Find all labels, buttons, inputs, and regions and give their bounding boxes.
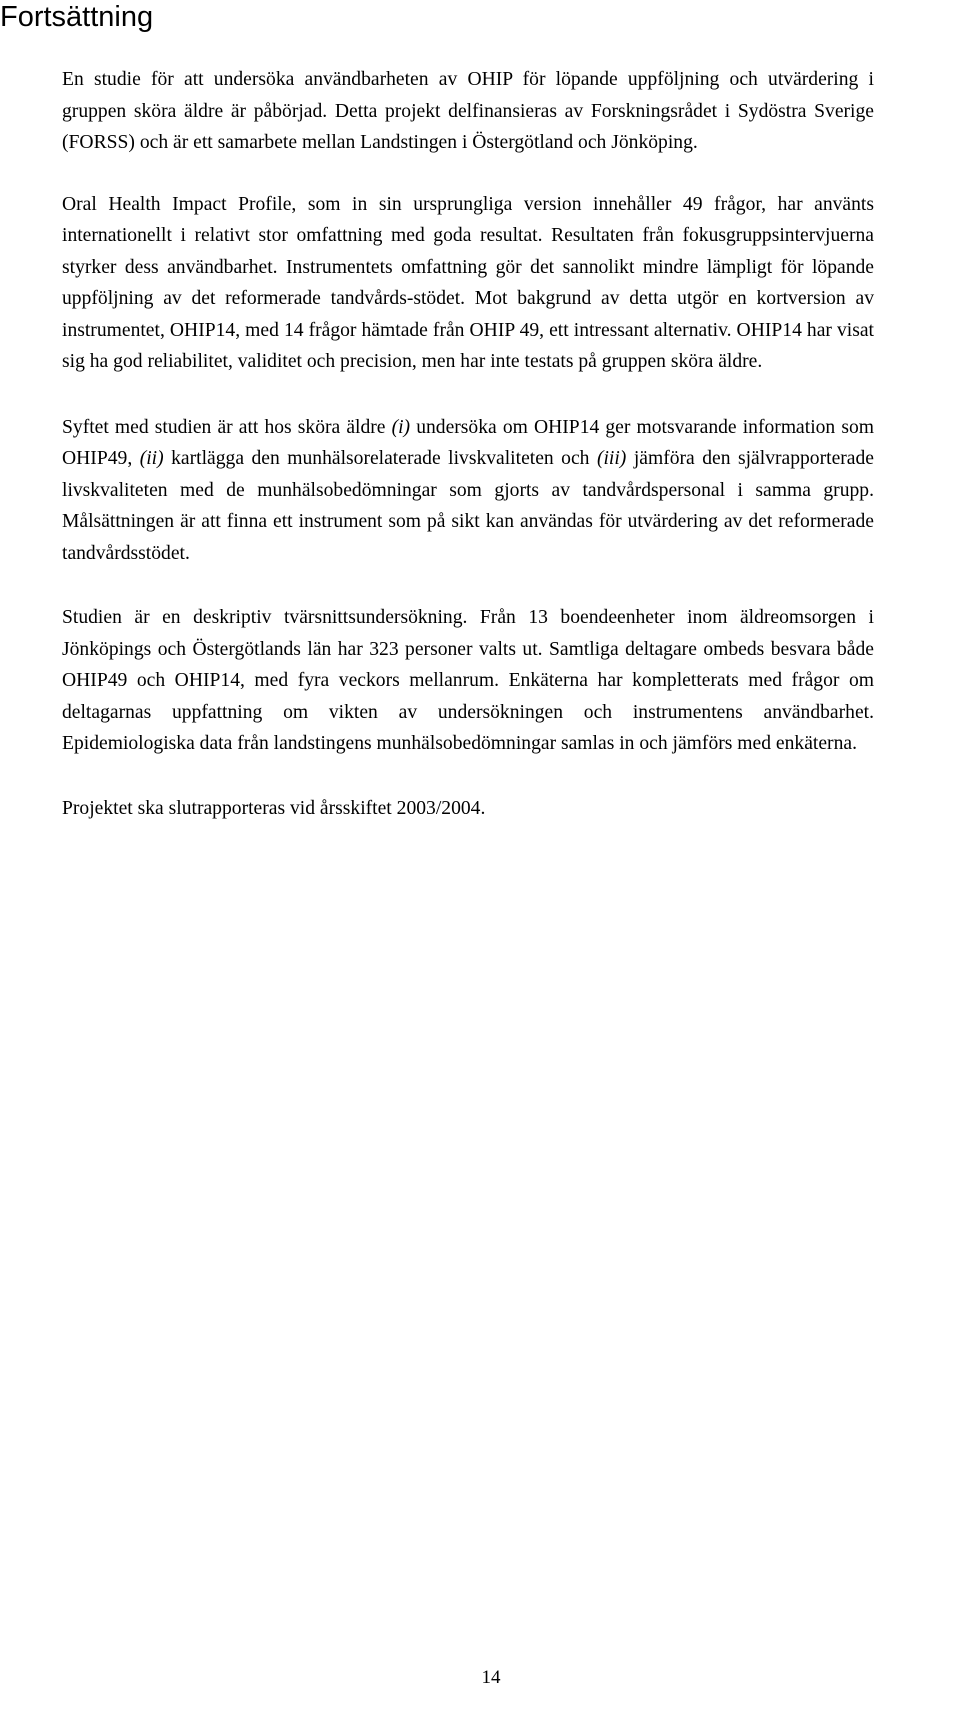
paragraph-study-aim bbox=[62, 412, 874, 570]
aim-text-4: jämföra den självrapporterade livskvaliteten med de munhälsobedömningar som gjorts av tandvårdspersonal i samma grupp. Målsättningen är att finna ett instrument som på sikt kan användas för utvärdering av det reformerade tandvårdsstödet. bbox=[62, 448, 874, 564]
document-body bbox=[62, 64, 874, 824]
page-number: 14 bbox=[481, 1667, 501, 1688]
paragraph-reporting: Projektet ska slutrapporteras vid årsskiftet 2003/2004. bbox=[62, 797, 486, 819]
paragraph-study-intro: En studie för att undersöka användbarheten av OHIP för löpande uppföljning och utvärdering i gruppen sköra äldre är påbörjad. Detta projekt delfinansieras av Forskningsrådet i Sydöstra Sverige (FORSS) och är ett samarbete mellan Landstingen i Östergötland och Jönköping. bbox=[62, 69, 874, 153]
aim-text-2: undersöka om OHIP14 ger motsvarande information som OHIP49, bbox=[62, 416, 874, 469]
page-heading: Fortsättning bbox=[0, 1, 154, 33]
aim-text-3: kartlägga den munhälsorelaterade livskvaliteten och bbox=[163, 448, 597, 469]
paragraph-study-design: Studien är en deskriptiv tvärsnittsundersökning. Från 13 boendeenheter inom äldreomsorgen i Jönköpings och Östergötlands län har 323 personer valts ut. Samtliga deltagare ombeds besvara både OHIP49 och OHIP14, med fyra veckors mellanrum. Enkäterna har kompletterats med frågor om deltagarnas uppfattning om vikten av undersökningen och instrumentens användbarhet. Epidemiologiska data från landstingens munhälsobedömningar samlas in och jämförs med enkäterna. bbox=[62, 607, 874, 754]
aim-marker-ii: (ii) bbox=[139, 448, 164, 469]
aim-marker-iii: (iii) bbox=[596, 448, 627, 469]
aim-marker-i: (i) bbox=[391, 416, 411, 438]
aim-text-1: Syftet med studien är att hos sköra äldre bbox=[62, 416, 392, 438]
paragraph-ohip-background: Oral Health Impact Profile, som in sin ursprungliga version innehåller 49 frågor, har använts internationellt i relativt stor omfattning med goda resultat. Resultaten från fokusgruppsintervjuerna styrker dess användbarhet. Instrumentets omfattning gör det sannolikt mindre lämpligt för löpande uppföljning av det reformerade tandvårds-stödet. Mot bakgrund av detta utgör en kortversion av instrumentet, OHIP14, med 14 frågor hämtade från OHIP 49, ett intressant alternativ. OHIP14 har visat sig ha god reliabilitet, validitet och precision, men har inte testats på gruppen sköra äldre. bbox=[62, 193, 874, 372]
